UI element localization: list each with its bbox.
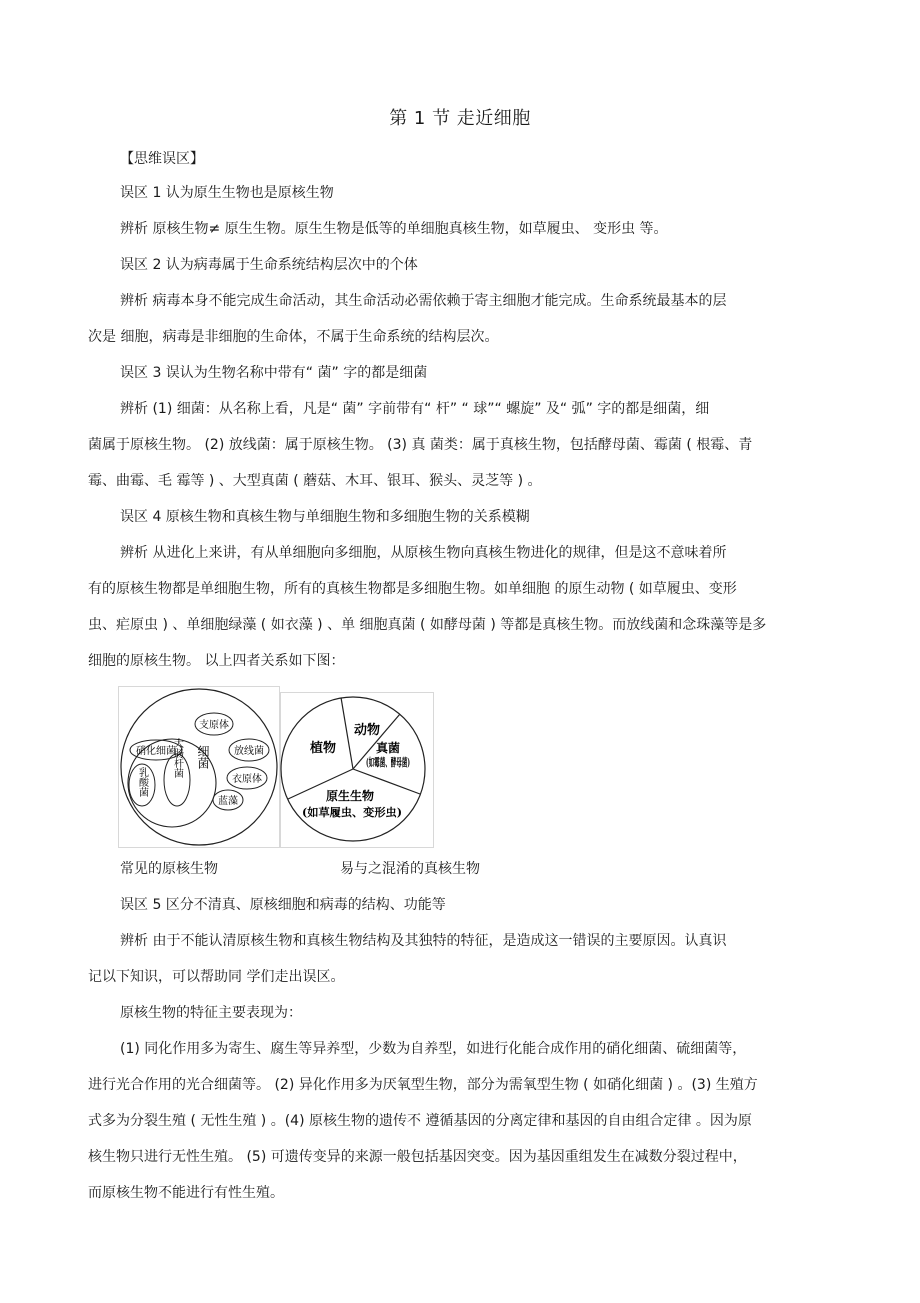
analysis-1: 辨析 原核生物≠ 原生生物。原生生物是低等的单细胞真核生物，如草履虫、 变形虫 等。 xyxy=(120,221,668,237)
actinomyces-label: 放线菌 xyxy=(234,746,264,757)
features-line-5: 而原核生物不能进行有性生殖。 xyxy=(88,1185,284,1201)
misconception-1-title: 误区 1 认为原生生物也是原核生物 xyxy=(120,185,334,201)
prokaryotes-diagram xyxy=(118,686,280,848)
lactic-label: 乳酸菌 xyxy=(136,767,148,797)
misconception-3-title: 误区 3 误认为生物名称中带有“ 菌” 字的都是细菌 xyxy=(120,365,428,381)
analysis-5-line-2: 记以下知识，可以帮助同 学们走出误区。 xyxy=(88,969,345,985)
analysis-2-line-1: 辨析 病毒本身不能完成生命活动，其生命活动必需依赖于寄主细胞才能完成。生命系统最基本的层 xyxy=(120,293,727,309)
protists-label: 原生生物 xyxy=(325,789,375,803)
misconception-2-title: 误区 2 认为病毒属于生命系统结构层次中的个体 xyxy=(120,257,418,273)
prokaryote-features-heading: 原核生物的特征主要表现为： xyxy=(120,1005,302,1021)
ecoli-label: 大肠杆菌 xyxy=(171,738,183,778)
analysis-3-line-3: 霉、曲霉、毛 霉等 ) 、大型真菌 ( 蘑菇、木耳、银耳、猴头、灵芝等 ) 。 xyxy=(88,473,542,489)
analysis-4-line-1: 辨析 从进化上来讲，有从单细胞向多细胞，从原核生物向真核生物进化的规律，但是这不意味着所 xyxy=(120,545,727,561)
protists-detail-label: (如草履虫、变形虫) xyxy=(302,806,401,819)
misconception-5-title: 误区 5 区分不清真、原核细胞和病毒的结构、功能等 xyxy=(120,897,446,913)
cyanobacteria-label: 蓝藻 xyxy=(218,796,238,807)
left-figure-caption: 常见的原核生物 xyxy=(120,861,218,877)
fungi-label: 真菌 xyxy=(375,741,401,755)
analysis-5-line-1: 辨析 由于不能认清原核生物和真核生物结构及其独特的特征，是造成这一错误的主要原因。认真识 xyxy=(120,933,727,949)
features-line-2: 进行光合作用的光合细菌等。 (2) 异化作用多为厌氧型生物，部分为需氧型生物 ( 如硝化细菌 ) 。(3) 生殖方 xyxy=(88,1077,758,1093)
analysis-3-line-1: 辨析 (1) 细菌：从名称上看，凡是“ 菌” 字前带有“ 杆” “ 球”“ 螺旋” 及“ 弧” 字的都是细菌，细 xyxy=(120,401,710,417)
nitrifying-label: 硝化细菌 xyxy=(136,746,176,757)
features-line-4: 核生物只进行无性生殖。 (5) 可遗传变异的来源一般包括基因突变。因为基因重组发生在减数分裂过程中， xyxy=(88,1149,747,1165)
analysis-2-line-2: 次是 细胞，病毒是非细胞的生命体，不属于生命系统的结构层次。 xyxy=(88,329,499,345)
eukaryotes-diagram xyxy=(280,692,454,848)
fungi-detail-label: (如霉菌、酵母菌) xyxy=(366,756,454,769)
analysis-4-line-4: 细胞的原核生物。 以上四者关系如下图： xyxy=(88,653,345,669)
analysis-4-line-2: 有的原核生物都是单细胞生物，所有的真核生物都是多细胞生物。如单细胞 的原生动物 ( 如草履虫、变形 xyxy=(88,581,737,597)
page-title: 第 1 节 走近细胞 xyxy=(389,108,531,129)
plants-label: 植物 xyxy=(310,741,337,756)
mycoplasma-label: 支原体 xyxy=(199,720,229,731)
right-figure-caption: 易与之混淆的真核生物 xyxy=(340,861,480,877)
misconception-4-title: 误区 4 原核生物和真核生物与单细胞生物和多细胞生物的关系模糊 xyxy=(120,509,530,525)
animals-label: 动物 xyxy=(354,723,381,738)
analysis-4-line-3: 虫、疟原虫 ) 、单细胞绿藻 ( 如衣藻 ) 、单 细胞真菌 ( 如酵母菌 ) 等都是真核生物。而放线菌和念珠藻等是多 xyxy=(88,617,767,633)
features-line-1: (1) 同化作用多为寄生、腐生等异养型，少数为自养型，如进行化能合成作用的硝化细菌、硫细菌等， xyxy=(120,1041,747,1057)
section-heading: 【思维误区】 xyxy=(120,151,204,167)
divider-center-top xyxy=(341,698,353,770)
features-line-3: 式多为分裂生殖 ( 无性生殖 ) 。(4) 原核生物的遗传不 遵循基因的分离定律和基因的自由组合定律 。因为原 xyxy=(88,1113,752,1129)
chlamydia-label: 衣原体 xyxy=(232,774,262,785)
bacteria-label: 细菌 xyxy=(196,745,210,769)
analysis-3-line-2: 菌属于原核生物。 (2) 放线菌：属于原核生物。 (3) 真 菌类：属于真核生物，包括酵母菌、霉菌 ( 根霉、青 xyxy=(88,437,753,453)
